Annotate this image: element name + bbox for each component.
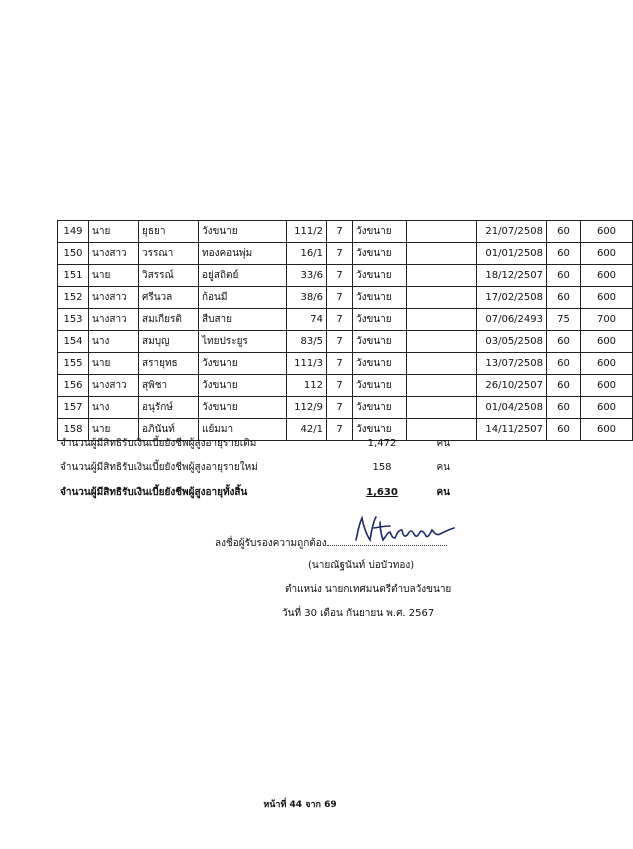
cell-subdistrict: วังขนาย [353,331,407,353]
cell-moo: 7 [327,243,353,265]
cell-amount: 600 [581,287,633,309]
cell-last-name: สืบสาย [199,309,287,331]
cell-seq: 153 [58,309,89,331]
cell-subdistrict: วังขนาย [353,265,407,287]
cell-birthdate: 07/06/2493 [477,309,547,331]
table-row [58,353,633,375]
cell-amount: 700 [581,309,633,331]
cell-moo: 7 [327,287,353,309]
cell-subdistrict: วังขนาย [353,221,407,243]
cell-age: 75 [547,309,581,331]
cell-last-name: ไทยประยูร [199,331,287,353]
cell-house-no: 38/6 [287,287,327,309]
cell-moo: 7 [327,397,353,419]
cell-blank [407,287,477,309]
cell-age: 60 [547,265,581,287]
summary-old-count: 1,472 [367,438,397,449]
cell-house-no: 83/5 [287,331,327,353]
cell-seq: 156 [58,375,89,397]
cell-age: 60 [547,221,581,243]
cell-seq: 152 [58,287,89,309]
cell-blank [407,309,477,331]
cell-age: 60 [547,287,581,309]
cell-amount: 600 [581,397,633,419]
summary-total-count: 1,630 [366,487,398,498]
cell-moo: 7 [327,419,353,441]
certify-label: ลงชื่อผู้รับรองความถูกต้อง [215,538,327,549]
cell-seq: 149 [58,221,89,243]
cell-seq: 150 [58,243,89,265]
summary-old-unit: คน [436,438,450,449]
cell-title: นางสาว [89,309,139,331]
cell-first-name: สุพิชา [139,375,199,397]
cell-house-no: 42/1 [287,419,327,441]
cell-amount: 600 [581,353,633,375]
cell-blank [407,397,477,419]
cell-blank [407,265,477,287]
cell-seq: 157 [58,397,89,419]
cell-house-no: 111/3 [287,353,327,375]
cell-subdistrict: วังขนาย [353,309,407,331]
cell-amount: 600 [581,331,633,353]
table-row [58,221,633,243]
handwritten-signature [350,514,460,546]
summary-new-label: จำนวนผู้มีสิทธิรับเงินเบี้ยยังชีพผู้สูงอายุรายใหม่ [60,462,258,473]
summary-new-count: 158 [372,462,392,473]
cell-birthdate: 26/10/2507 [477,375,547,397]
cell-moo: 7 [327,309,353,331]
cell-amount: 600 [581,375,633,397]
cell-birthdate: 01/04/2508 [477,397,547,419]
cell-last-name: ทองคอนพุ่ม [199,243,287,265]
cell-first-name: สรายุทธ [139,353,199,375]
cell-last-name: วังขนาย [199,221,287,243]
table-row [58,309,633,331]
table-row [58,331,633,353]
cell-first-name: วรรณา [139,243,199,265]
cell-moo: 7 [327,221,353,243]
cell-birthdate: 18/12/2507 [477,265,547,287]
cell-title: นาย [89,353,139,375]
cell-subdistrict: วังขนาย [353,397,407,419]
cell-subdistrict: วังขนาย [353,419,407,441]
cell-first-name: อนุรักษ์ [139,397,199,419]
cell-age: 60 [547,397,581,419]
summary-new [60,460,480,476]
cell-moo: 7 [327,331,353,353]
cell-last-name: อยู่สถิตย์ [199,265,287,287]
cell-blank [407,243,477,265]
cell-house-no: 112/9 [287,397,327,419]
cell-house-no: 111/2 [287,221,327,243]
cell-blank [407,221,477,243]
cell-subdistrict: วังขนาย [353,243,407,265]
cell-birthdate: 01/01/2508 [477,243,547,265]
signer-position: ตำแหน่ง นายกเทศมนตรีตำบลวังขนาย [285,584,452,595]
cell-birthdate: 13/07/2508 [477,353,547,375]
table-row [58,243,633,265]
cell-age: 60 [547,353,581,375]
cell-birthdate: 14/11/2507 [477,419,547,441]
cell-house-no: 74 [287,309,327,331]
pension-table [57,220,633,441]
cell-title: นาง [89,397,139,419]
table-row [58,397,633,419]
cell-last-name: แย้มมา [199,419,287,441]
summary-new-unit: คน [436,462,450,473]
cell-first-name: สมเกียรติ [139,309,199,331]
cell-first-name: วิสรรณ์ [139,265,199,287]
summary-old [60,436,480,452]
cell-birthdate: 21/07/2508 [477,221,547,243]
cell-blank [407,353,477,375]
cell-age: 60 [547,331,581,353]
cell-amount: 600 [581,419,633,441]
cell-last-name: วังขนาย [199,375,287,397]
cell-birthdate: 17/02/2508 [477,287,547,309]
cell-first-name: ยุธยา [139,221,199,243]
cell-title: นางสาว [89,287,139,309]
cell-subdistrict: วังขนาย [353,287,407,309]
summary-total-unit: คน [436,487,450,498]
cell-first-name: ศรีนวล [139,287,199,309]
cell-last-name: วังขนาย [199,397,287,419]
table-row [58,287,633,309]
cell-age: 60 [547,375,581,397]
cell-subdistrict: วังขนาย [353,353,407,375]
cell-seq: 151 [58,265,89,287]
cell-amount: 600 [581,243,633,265]
cell-house-no: 33/6 [287,265,327,287]
cell-house-no: 112 [287,375,327,397]
cell-seq: 155 [58,353,89,375]
cell-last-name: ก้อนมี [199,287,287,309]
cell-title: นางสาว [89,375,139,397]
cell-house-no: 16/1 [287,243,327,265]
signer-name: (นายณัฐนันท์ บ่อบัวทอง) [308,560,415,571]
cell-age: 60 [547,243,581,265]
cell-title: นาย [89,419,139,441]
table-row [58,375,633,397]
cell-amount: 600 [581,221,633,243]
cell-moo: 7 [327,353,353,375]
summary-total-label: จำนวนผู้มีสิทธิรับเงินเบี้ยยังชีพผู้สูงอายุทั้งสิ้น [60,487,248,498]
cell-first-name: อภินันท์ [139,419,199,441]
cell-seq: 158 [58,419,89,441]
sign-date: วันที่ 30 เดือน กันยายน พ.ศ. 2567 [282,608,435,619]
summary-total [60,485,480,501]
cell-first-name: สมบุญ [139,331,199,353]
cell-birthdate: 03/05/2508 [477,331,547,353]
cell-blank [407,375,477,397]
cell-last-name: วังขนาย [199,353,287,375]
cell-title: นางสาว [89,243,139,265]
table-row [58,265,633,287]
cell-age: 60 [547,419,581,441]
cell-title: นาย [89,221,139,243]
page-number: หน้าที่ 44 จาก 69 [263,800,337,810]
summary-old-label: จำนวนผู้มีสิทธิรับเงินเบี้ยยังชีพผู้สูงอายุรายเดิม [60,438,257,449]
cell-blank [407,331,477,353]
cell-moo: 7 [327,265,353,287]
cell-title: นาง [89,331,139,353]
cell-seq: 154 [58,331,89,353]
cell-moo: 7 [327,375,353,397]
cell-subdistrict: วังขนาย [353,375,407,397]
cell-title: นาย [89,265,139,287]
cell-amount: 600 [581,265,633,287]
